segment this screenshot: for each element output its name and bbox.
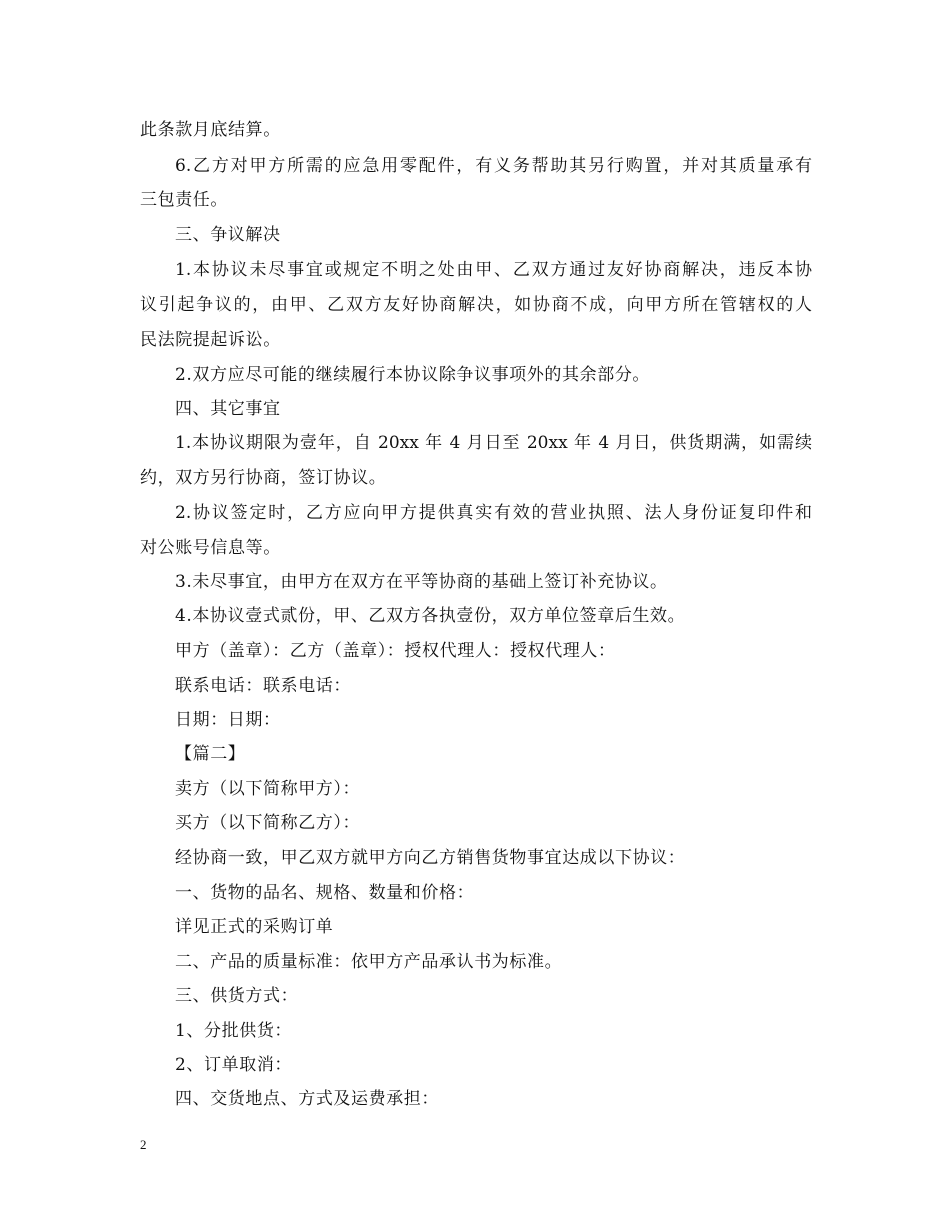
section-heading: 四、交货地点、方式及运费承担： — [175, 1089, 439, 1109]
text-line: 此条款月底结算。 — [140, 120, 281, 140]
contact-line: 联系电话：联系电话： — [175, 676, 351, 696]
section-heading: 四、其它事宜 — [175, 399, 281, 419]
text-line: 1.本协议未尽事宜或规定不明之处由甲、乙双方通过友好协商解决，违反本协 — [175, 260, 812, 280]
section-heading: 三、争议解决 — [175, 225, 281, 245]
text-line: 约，双方另行协商，签订协议。 — [140, 468, 387, 488]
text-line: 民法院提起诉讼。 — [140, 330, 281, 350]
page-number: 2 — [140, 1137, 147, 1152]
text-line: 2.双方应尽可能的继续履行本协议除争议事项外的其余部分。 — [175, 365, 651, 385]
text-line: 3.未尽事宜，由甲方在双方在平等协商的基础上签订补充协议。 — [175, 572, 668, 592]
date-line: 日期：日期： — [175, 710, 281, 730]
section-heading: 二、产品的质量标准：依甲方产品承认书为标准。 — [175, 952, 563, 972]
text-line: 三包责任。 — [140, 190, 228, 210]
text-line: 详见正式的采购订单 — [175, 917, 334, 937]
section-heading: 三、供货方式： — [175, 986, 299, 1006]
section-heading: 【篇二】 — [175, 744, 246, 764]
text-line: 2、订单取消： — [175, 1055, 293, 1075]
signature-line: 甲方（盖章）：乙方（盖章）：授权代理人：授权代理人： — [175, 641, 616, 661]
text-line: 6.乙方对甲方所需的应急用零配件，有义务帮助其另行购置，并对其质量承有 — [175, 156, 812, 176]
text-line: 对公账号信息等。 — [140, 538, 281, 558]
text-line: 议引起争议的，由甲、乙双方友好协商解决，如协商不成，向甲方所在管辖权的人 — [140, 295, 812, 315]
text-line: 买方（以下简称乙方）： — [175, 813, 361, 833]
text-line: 1.本协议期限为壹年，自 20xx 年 4 月日至 20xx 年 4 月日，供货期满，如需续 — [175, 433, 812, 453]
text-line: 1、分批供货： — [175, 1021, 293, 1041]
text-line: 4.本协议壹式贰份，甲、乙双方各执壹份，双方单位签章后生效。 — [175, 606, 686, 626]
text-line: 卖方（以下简称甲方）： — [175, 779, 361, 799]
section-heading: 一、货物的品名、规格、数量和价格： — [175, 883, 475, 903]
text-line: 经协商一致，甲乙双方就甲方向乙方销售货物事宜达成以下协议： — [175, 848, 686, 868]
text-line: 2.协议签定时，乙方应向甲方提供真实有效的营业执照、法人身份证复印件和 — [175, 503, 812, 523]
